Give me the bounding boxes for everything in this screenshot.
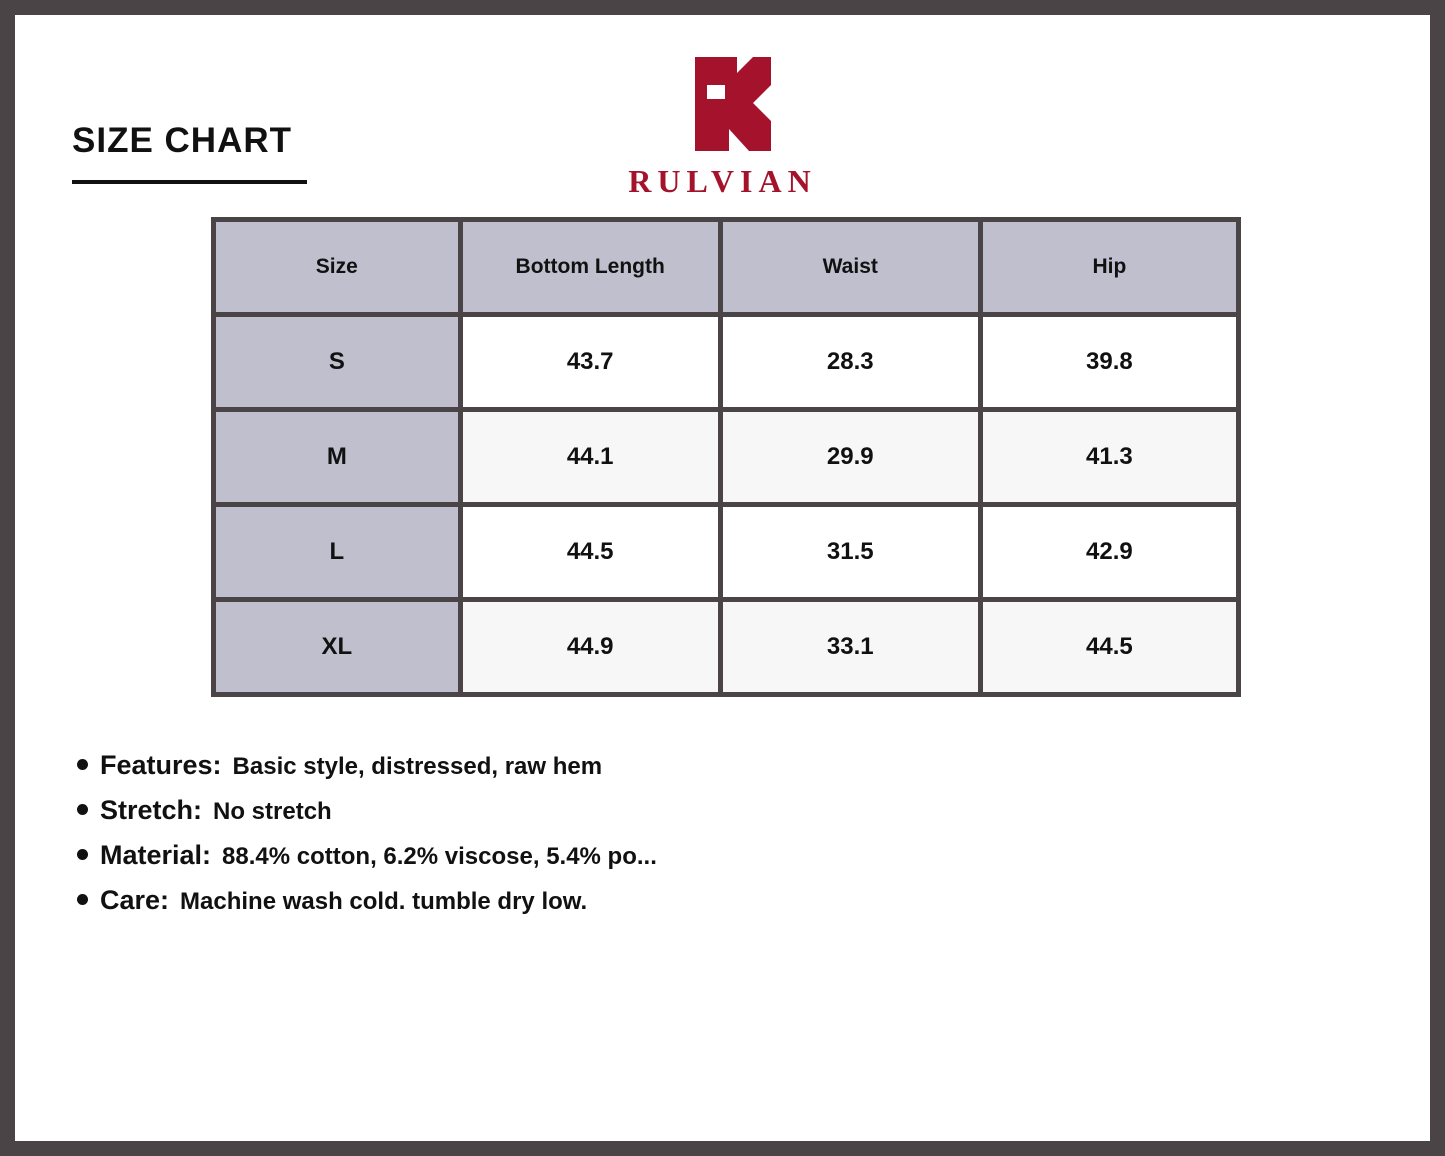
- detail-label: Care:: [100, 885, 170, 915]
- column-header-size: Size: [216, 222, 458, 312]
- bullet-icon: [77, 894, 88, 905]
- detail-label: Stretch:: [100, 795, 203, 825]
- brand-name: RULVIAN: [628, 163, 817, 199]
- column-header-bottom-length: Bottom Length: [463, 222, 718, 312]
- cell-size: L: [216, 507, 458, 597]
- detail-value: Basic style, distressed, raw hem: [232, 753, 603, 780]
- table-header-row: [216, 222, 1236, 312]
- size-chart-table: [211, 217, 1241, 697]
- table-row: [216, 602, 1236, 692]
- brand-block: [15, 51, 1430, 200]
- cell-bottom-length: 44.9: [463, 602, 718, 692]
- cell-waist: 31.5: [723, 507, 978, 597]
- cell-waist: 33.1: [723, 602, 978, 692]
- cell-hip: 42.9: [983, 507, 1236, 597]
- document-page: [14, 14, 1431, 1142]
- size-chart-table-wrapper: [211, 217, 1241, 697]
- table-row: [216, 507, 1236, 597]
- detail-value: 88.4% cotton, 6.2% viscose, 5.4% po...: [222, 843, 657, 870]
- page-title: SIZE CHART: [72, 121, 292, 160]
- bullet-icon: [77, 849, 88, 860]
- detail-value: Machine wash cold. tumble dry low.: [180, 888, 588, 915]
- table-row: [216, 317, 1236, 407]
- list-item: [77, 750, 1177, 781]
- column-header-waist: Waist: [723, 222, 978, 312]
- detail-label: Features:: [100, 750, 222, 780]
- cell-size: M: [216, 412, 458, 502]
- bullet-icon: [77, 759, 88, 770]
- cell-bottom-length: 44.1: [463, 412, 718, 502]
- cell-hip: 41.3: [983, 412, 1236, 502]
- detail-label: Material:: [100, 840, 212, 870]
- cell-bottom-length: 43.7: [463, 317, 718, 407]
- list-item: [77, 840, 1177, 871]
- product-details-list: [77, 750, 1177, 930]
- cell-size: S: [216, 317, 458, 407]
- cell-waist: 28.3: [723, 317, 978, 407]
- list-item: [77, 795, 1177, 826]
- list-item: [77, 885, 1177, 916]
- cell-bottom-length: 44.5: [463, 507, 718, 597]
- column-header-hip: Hip: [983, 222, 1236, 312]
- bullet-icon: [77, 804, 88, 815]
- detail-value: No stretch: [213, 798, 332, 825]
- cell-size: XL: [216, 602, 458, 692]
- cell-hip: 39.8: [983, 317, 1236, 407]
- table-row: [216, 412, 1236, 502]
- cell-hip: 44.5: [983, 602, 1236, 692]
- rulvian-r-logo-icon: [667, 51, 779, 159]
- cell-waist: 29.9: [723, 412, 978, 502]
